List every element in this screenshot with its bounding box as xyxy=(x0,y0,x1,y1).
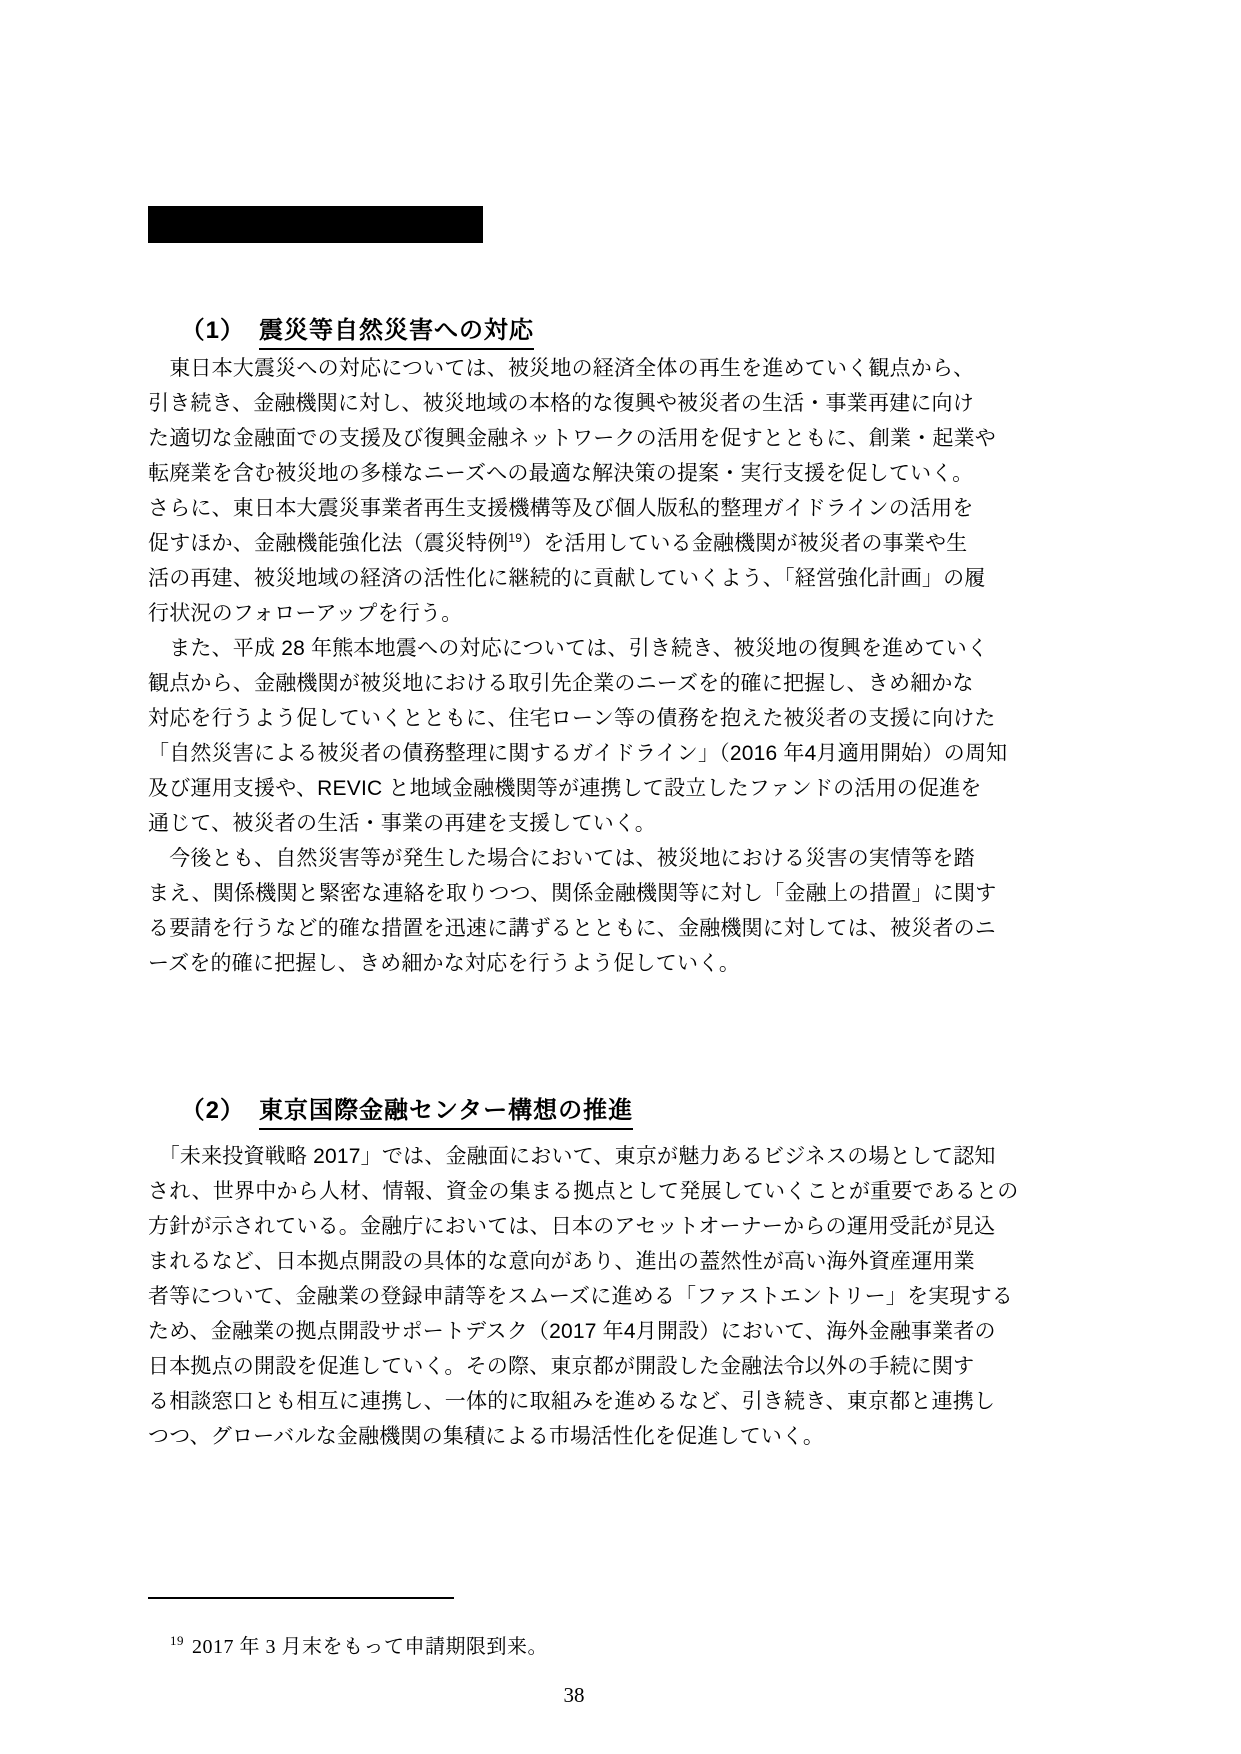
text-line: 方針が示されている。金融庁においては、日本のアセットオーナーからの運用受託が見込 xyxy=(148,1215,996,1238)
section-2-body xyxy=(148,1139,1019,1454)
text-line: 「自然災害による被災者の債務整理に関するガイドライン」（2016 年4月適用開始）の周知 xyxy=(148,742,1008,765)
text-line: 転廃業を含む被災地の多様なニーズへの最適な解決策の提案・実行支援を促していく。 xyxy=(148,462,974,485)
text-line: つつ、グローバルな金融機関の集積による市場活性化を促進していく。 xyxy=(148,1425,825,1448)
text-line: 行状況のフォローアップを行う。 xyxy=(148,602,463,625)
text-line: ーズを的確に把握し、きめ細かな対応を行うよう促していく。 xyxy=(148,952,741,975)
text-line: 日本拠点の開設を促進していく。その際、東京都が開設した金融法令以外の手続に関す xyxy=(148,1355,975,1378)
section-number: （1） xyxy=(180,317,246,344)
section-title: 東京国際金融センター構想の推進 xyxy=(259,1097,633,1130)
text-line: され、世界中から人材、情報、資金の集まる拠点として発展していくことが重要であるとの xyxy=(148,1180,1019,1203)
paragraph xyxy=(148,631,1008,841)
footnote xyxy=(148,1607,548,1682)
text-line: た適切な金融面での支援及び復興金融ネットワークの活用を促すとともに、創業・起業や xyxy=(148,427,996,450)
chapter-title-bar xyxy=(148,206,483,275)
text-line: ため、金融業の拠点開設サポートデスク（2017 年4月開設）において、海外金融事業者の xyxy=(148,1320,996,1343)
text-line: まれるなど、日本拠点開設の具体的な意向があり、進出の蓋然性が高い海外資産運用業 xyxy=(148,1250,975,1273)
text-line: る相談窓口とも相互に連携し、一体的に取組みを進めるなど、引き続き、東京都と連携し xyxy=(148,1390,996,1413)
text-line: 及び運用支援や、REVIC と地域金融機関等が連携して設立したファンドの活用の促進を xyxy=(148,777,982,800)
text-line: さらに、東日本大震災事業者再生支援機構等及び個人版私的整理ガイドラインの活用を xyxy=(148,497,974,520)
text-line: 「未来投資戦略 2017」では、金融面において、東京が魅力あるビジネスの場として認知 xyxy=(148,1145,996,1168)
footnote-divider xyxy=(148,1597,454,1599)
text-line: また、平成 28 年熊本地震への対応については、引き続き、被災地の復興を進めていく xyxy=(148,637,989,660)
text-segment: ）を活用している金融機関が被災者の事業や生 xyxy=(522,532,968,555)
text-line: 東日本大震災への対応については、被災地の経済全体の再生を進めていく観点から、 xyxy=(148,357,975,380)
section-number: （2） xyxy=(180,1097,246,1124)
text-line: 観点から、金融機関が被災地における取引先企業のニーズを的確に把握し、きめ細かな xyxy=(148,672,974,695)
section-title: 震災等自然災害への対応 xyxy=(259,317,534,350)
text-line: る要請を行うなど的確な措置を迅速に講ずるとともに、金融機関に対しては、被災者のニ xyxy=(148,917,996,940)
paragraph xyxy=(148,351,1000,631)
footnote-reference-19: 19 xyxy=(508,531,523,545)
text-line: 者等について、金融業の登録申請等をスムーズに進める「ファストエントリー」を実現する xyxy=(148,1285,1013,1308)
chapter-title: Ⅷ. その他の重点施策 xyxy=(189,247,454,275)
text-line: 今後とも、自然災害等が発生した場合においては、被災地における災害の実情等を踏 xyxy=(148,847,975,870)
text-line: まえ、関係機関と緊密な連絡を取りつつ、関係金融機関等に対し「金融上の措置」に関す xyxy=(148,882,997,905)
text-line: 対応を行うよう促していくとともに、住宅ローン等の債務を抱えた被災者の支援に向けた xyxy=(148,707,996,730)
page-number: 38 xyxy=(563,1683,585,1707)
text-line: 通じて、被災者の生活・事業の再建を支援していく。 xyxy=(148,812,656,835)
text-line: 活の再建、被災地域の経済の活性化に継続的に貢献していくよう、「経営強化計画」の履 xyxy=(148,567,986,590)
paragraph xyxy=(148,841,1000,981)
footnote-marker: 19 xyxy=(170,1633,184,1649)
footnote-text: 2017 年 3 月末をもって申請期限到来。 xyxy=(192,1636,548,1658)
text-segment: 促すほか、金融機能強化法（震災特例 xyxy=(148,532,509,555)
text-line: 引き続き、金融機関に対し、被災地域の本格的な復興や被災者の生活・事業再建に向け xyxy=(148,392,974,415)
section-1-body xyxy=(148,351,1008,981)
text-line xyxy=(148,526,1000,561)
paragraph xyxy=(148,1139,1019,1454)
